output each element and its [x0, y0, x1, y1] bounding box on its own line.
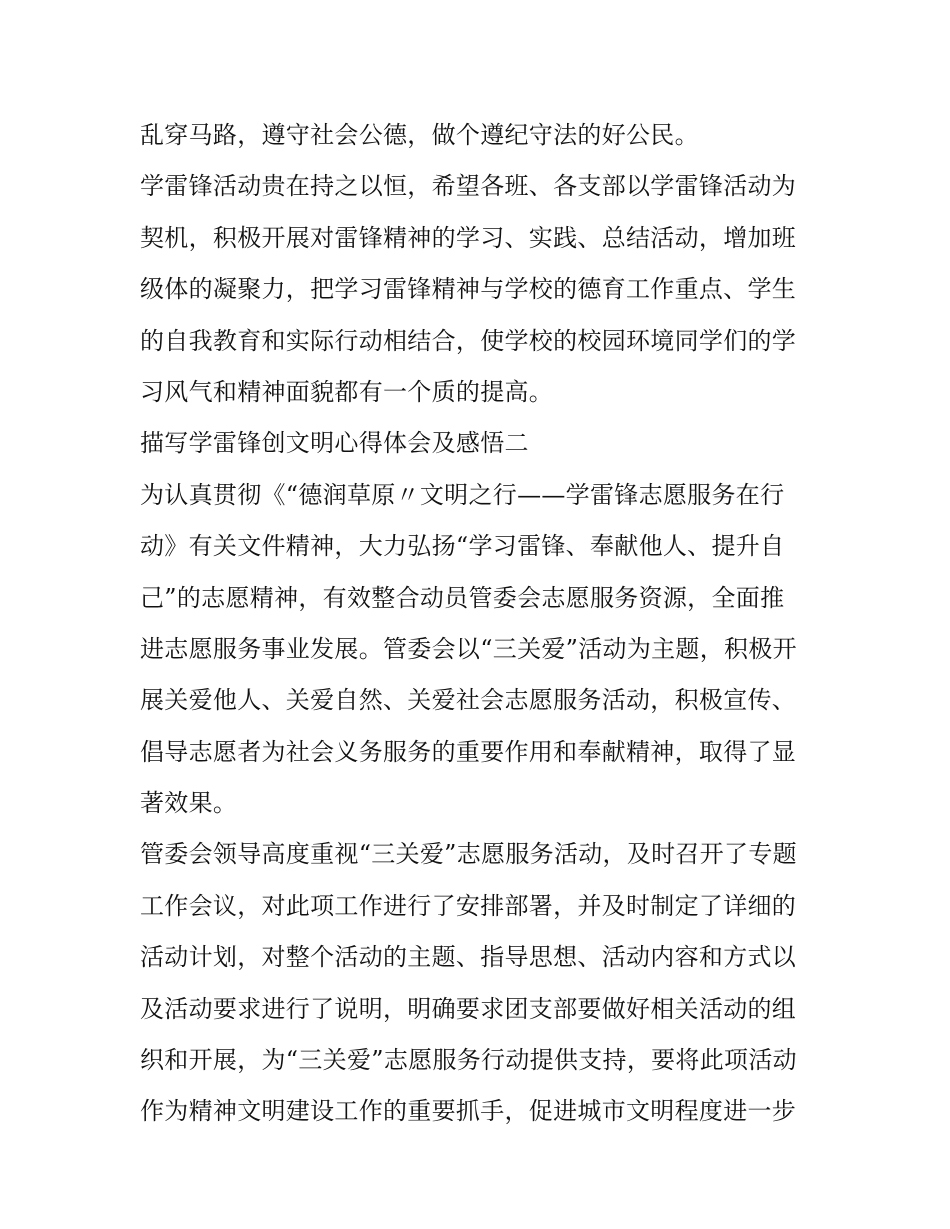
text-line: 进志愿服务事业发展。管委会以“三关爱”活动为主题，积极开	[140, 634, 797, 663]
document-body	[140, 110, 820, 1138]
text-line: 动》有关文件精神，大力弘扬“学习雷锋、奉献他人、提升自	[140, 532, 785, 561]
text-line: 的自我教育和实际行动相结合，使学校的校园环境同学们的学	[140, 326, 797, 355]
text-line: 学雷锋活动贵在持之以恒，希望各班、各支部以学雷锋活动为	[140, 172, 797, 201]
text-line: 契机，积极开展对雷锋精神的学习、实践、总结活动，增加班	[140, 223, 797, 252]
text-line: 著效果。	[140, 789, 238, 818]
text-line: 级体的凝聚力，把学习雷锋精神与学校的德育工作重点、学生	[140, 275, 797, 304]
text-line: 己”的志愿精神，有效整合动员管委会志愿服务资源，全面推	[140, 583, 785, 612]
text-line: 展关爱他人、关爱自然、关爱社会志愿服务活动，积极宣传、	[140, 686, 797, 715]
text-line: 作为精神文明建设工作的重要抓手，促进城市文明程度进一步	[140, 1097, 797, 1126]
text-line: 工作会议，对此项工作进行了安排部署，并及时制定了详细的	[140, 891, 797, 920]
text-line: 活动计划，对整个活动的主题、指导思想、活动内容和方式以	[140, 943, 797, 972]
text-line: 及活动要求进行了说明，明确要求团支部要做好相关活动的组	[140, 994, 797, 1023]
text-line: 乱穿马路，遵守社会公德，做个遵纪守法的好公民。	[140, 121, 699, 149]
section-heading: 描写学雷锋创文明心得体会及感悟二	[140, 429, 529, 458]
text-line: 倡导志愿者为社会义务服务的重要作用和奉献精神，取得了显	[140, 737, 797, 766]
text-line: 习风气和精神面貌都有一个质的提高。	[140, 377, 554, 406]
text-line: 为认真贯彻《“德润草原〃文明之行——学雷锋志愿服务在行	[140, 480, 785, 509]
text-line: 管委会领导高度重视“三关爱”志愿服务活动，及时召开了专题	[140, 840, 797, 869]
text-line: 织和开展，为“三关爱”志愿服务行动提供支持，要将此项活动	[140, 1046, 797, 1075]
